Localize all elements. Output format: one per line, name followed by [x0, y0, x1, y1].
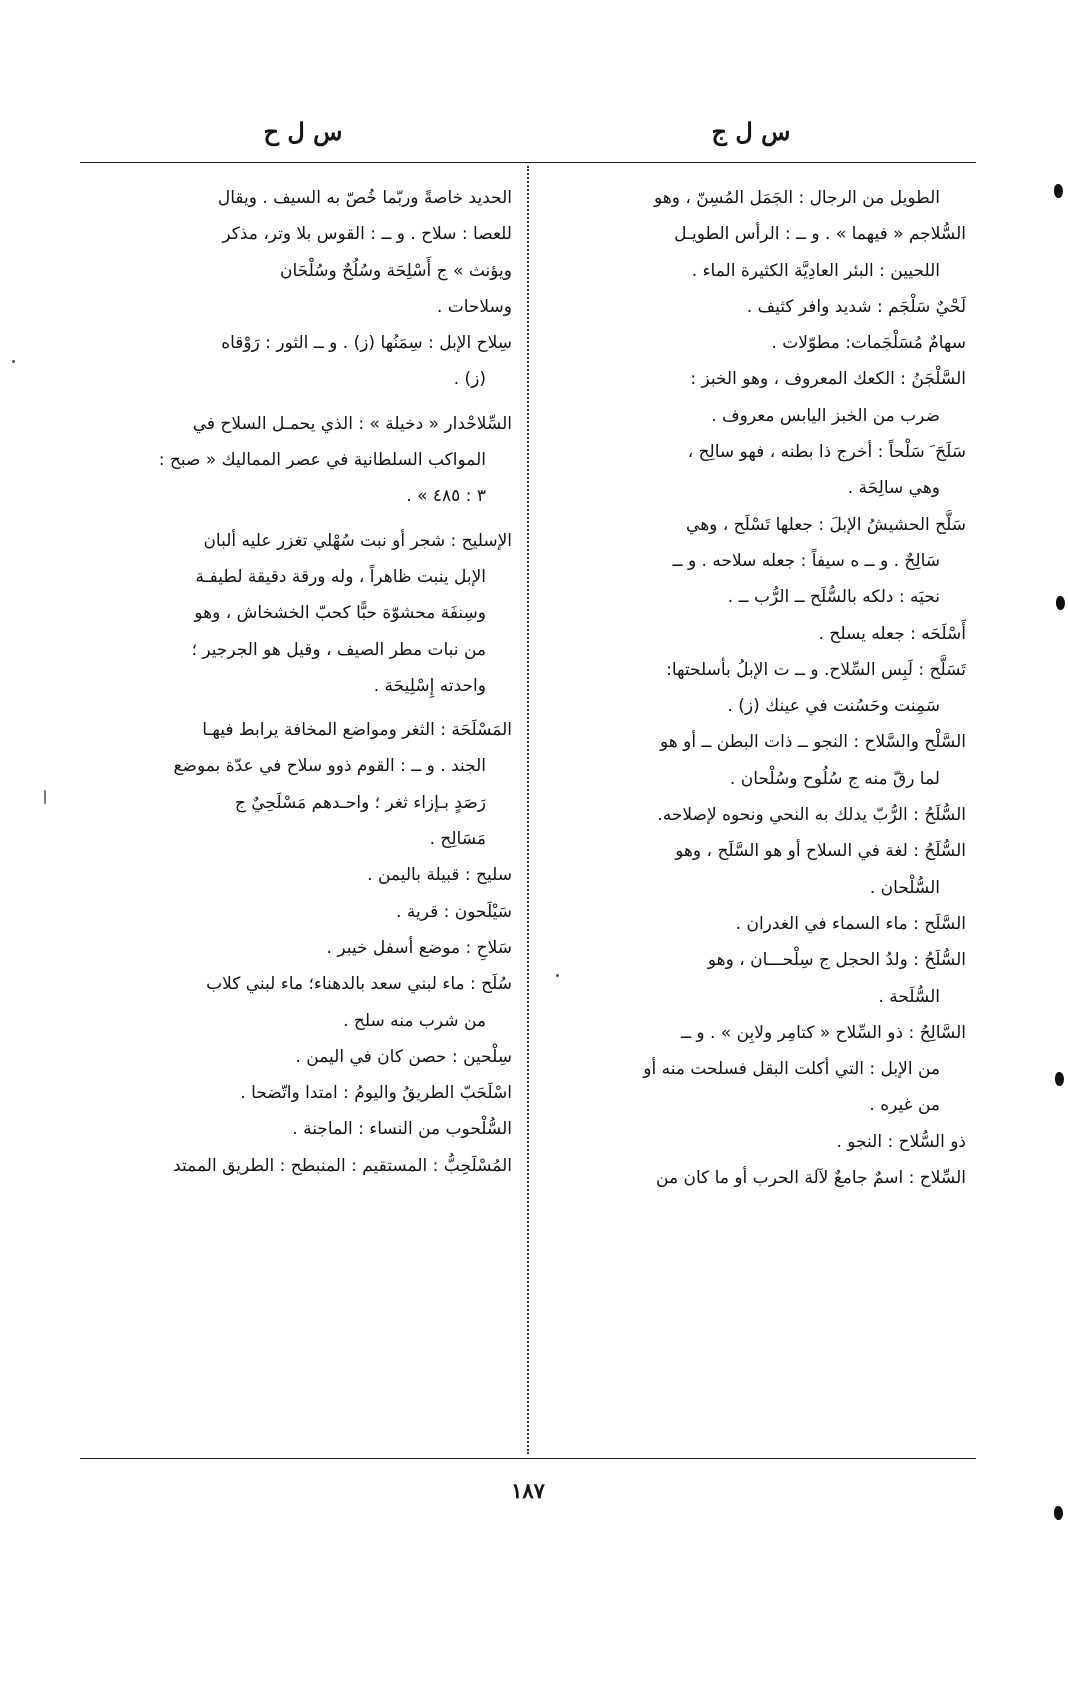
- text-line: من نبات مطر الصيف ، وقيل هو الجرجير ؛: [191, 639, 486, 660]
- text-line: الجند . و ــ : القوم ذوو سلاح في عدّة بموضع: [173, 756, 486, 777]
- text-line: رَصَدٍ بـإزاء ثغر ؛ واحـدهم مَسْلَحِيٌ ج: [234, 792, 486, 813]
- text-line: اسْلَحَبّ الطريقُ واليومُ : امتدا واتّضحا .: [240, 1083, 512, 1104]
- text-line: سهامٌ مُسَلْجَمات: مطوّلات .: [771, 333, 966, 354]
- text-line: من شرب منه سلح .: [343, 1010, 486, 1031]
- text-line: الطويل من الرجال : الجَمَل المُسِنّ ، وهو: [653, 188, 940, 208]
- text-line: المُسْلَحِبُّ : المستقيم : المنبطح : الطريق الممتد: [173, 1155, 512, 1176]
- text-line: السَّلْح والسَّلاح : النجو ــ ذات البطن ــ أو هو: [659, 732, 966, 753]
- text-line: سليح : قبيلة باليمن .: [367, 865, 512, 886]
- text-line: (ز) .: [453, 369, 486, 390]
- binding-mark: [1054, 184, 1063, 198]
- text-line: السَّلَح : ماء السماء في الغدران .: [735, 913, 966, 934]
- text-line: سَلَّح الحشيشُ الإبلَ : جعلها تَسْلَح ، وهي: [686, 514, 966, 535]
- text-line: السُّلْحان .: [869, 877, 940, 898]
- text-line: سِلاح الإبل : سِمَنُها (ز) . و ــ الثور : رَوْقاه: [221, 333, 512, 354]
- text-line: واحدته إِسْلِيحَة .: [373, 675, 486, 696]
- column-header-left: س ل ح: [263, 117, 343, 146]
- text-line: المواكب السلطانية في عصر المماليك « صبح :: [158, 450, 486, 471]
- scan-speck: [44, 790, 46, 804]
- text-line: لَحْيٌ سَلْجَم : شديد وافر كثيف .: [746, 296, 966, 317]
- column-divider: [527, 166, 529, 1454]
- text-line: من غيره .: [869, 1095, 940, 1116]
- text-line: مَسَالِح .: [429, 829, 486, 850]
- text-line: أَسْلَحَه : جعله يسلح .: [818, 623, 966, 644]
- top-rule: [80, 162, 976, 163]
- text-line: المَسْلَحَة : الثغر ومواضع المخافة يرابط فيهـا: [202, 720, 512, 741]
- text-line: السُّلَحة .: [878, 986, 940, 1007]
- text-line: الإبل ينبت ظاهراً ، وله ورقة دقيقة لطيفـة: [195, 566, 486, 587]
- column-header-right: س ل ج: [711, 117, 791, 146]
- text-line: تَسَلَّح : لَبِس السِّلاح. و ــ ت الإبلُ بأسلحتها:: [666, 659, 966, 680]
- left-column: [86, 180, 512, 1446]
- scan-speck: [556, 974, 559, 977]
- text-line: سِلْحين : حصن كان في اليمن .: [295, 1046, 512, 1067]
- text-line: ذو السُّلاح : النجو .: [836, 1131, 966, 1152]
- text-line: من الإبل : التي أكلت البقل فسلحت منه أو: [643, 1059, 940, 1080]
- text-line: السَّلْجَنُ : الكعك المعروف ، وهو الخبز :: [690, 369, 966, 390]
- binding-mark: [1054, 1506, 1063, 1520]
- text-line: السُّلْحوب من النساء : الماجنة .: [292, 1119, 512, 1140]
- text-line: السِّلاحْدار « دخيلة » : الذي يحمـل السلاح في: [192, 413, 512, 434]
- text-line: السُّلاجم « فيهما » . و ــ : الرأس الطويـل: [674, 224, 966, 245]
- text-line: سَلاحِ : موضع أسفل خيبر .: [326, 937, 512, 958]
- text-line: وهي سالِحَة .: [847, 478, 940, 499]
- text-line: لما رقّ منه ج سُلُوح وسُلْحان .: [729, 768, 940, 789]
- binding-mark: [1056, 596, 1065, 610]
- text-line: السُّلَحُ : ولدُ الحجل ج سِلْحـــان ، وهو: [707, 950, 966, 971]
- text-line: سَلَحَ َ سَلْحاً : أخرج ذا بطنه ، فهو سالِح ،: [687, 442, 966, 463]
- text-line: للعصا : سلاح . و ــ : القوس بلا وتر، مذكر: [222, 224, 512, 245]
- text-line: سَالِحٌ . و ــ ه سيفاً : جعله سلاحه . و ــ: [672, 550, 940, 571]
- text-line: اللحيين : البئر العادِيَّة الكثيرة الماء .: [691, 260, 940, 281]
- page-number: ١٨٧: [511, 1478, 545, 1503]
- text-line: السِّلاح : اسمٌ جامعٌ لآلة الحرب أو ما كان من: [656, 1168, 966, 1189]
- text-line: وسِنفَة محشوّة حبًّا كحبّ الخشخاش ، وهو: [194, 603, 486, 624]
- text-line: ٣ : ٤٨٥ » .: [406, 486, 486, 507]
- text-line: نحيَه : دلكه بالسُّلَح ــ الرُّب ــ .: [727, 587, 940, 608]
- text-line: سُلَح : ماء لبني سعد بالدهناء؛ ماء لبني كلاب: [206, 974, 512, 995]
- bottom-rule: [80, 1458, 976, 1459]
- text-line: سَيْلَحون : قرية .: [396, 901, 512, 922]
- text-line: ضرب من الخبز اليابس معروف .: [711, 405, 940, 426]
- scan-speck: [12, 360, 15, 363]
- text-line: السَّالِحُ : ذو السِّلاح « كتامِر ولابِن » . و ــ: [681, 1022, 966, 1043]
- right-column: [540, 180, 966, 1446]
- text-line: سَمِنت وحَسُنت في عينك (ز) .: [727, 696, 940, 717]
- text-line: السُّلَحُ : الرُّبّ يدلك به النحي ونحوه لإصلاحه.: [657, 805, 966, 826]
- text-line: الحديد خاصةً وربّما خُصّ به السيف . ويقال: [217, 188, 512, 208]
- text-line: الإسليح : شجر أو نبت سُهْلي تغزر عليه ألبان: [203, 530, 512, 551]
- text-line: وسلاحات .: [436, 296, 512, 317]
- text-line: ويؤنث » ج أَسْلِحَة وسُلُحٌ وسُلْحَان: [280, 260, 512, 281]
- binding-mark: [1055, 1072, 1064, 1086]
- text-line: السُّلَحُ : لغة في السلاح أو هو السَّلَح ، وهو: [675, 841, 966, 862]
